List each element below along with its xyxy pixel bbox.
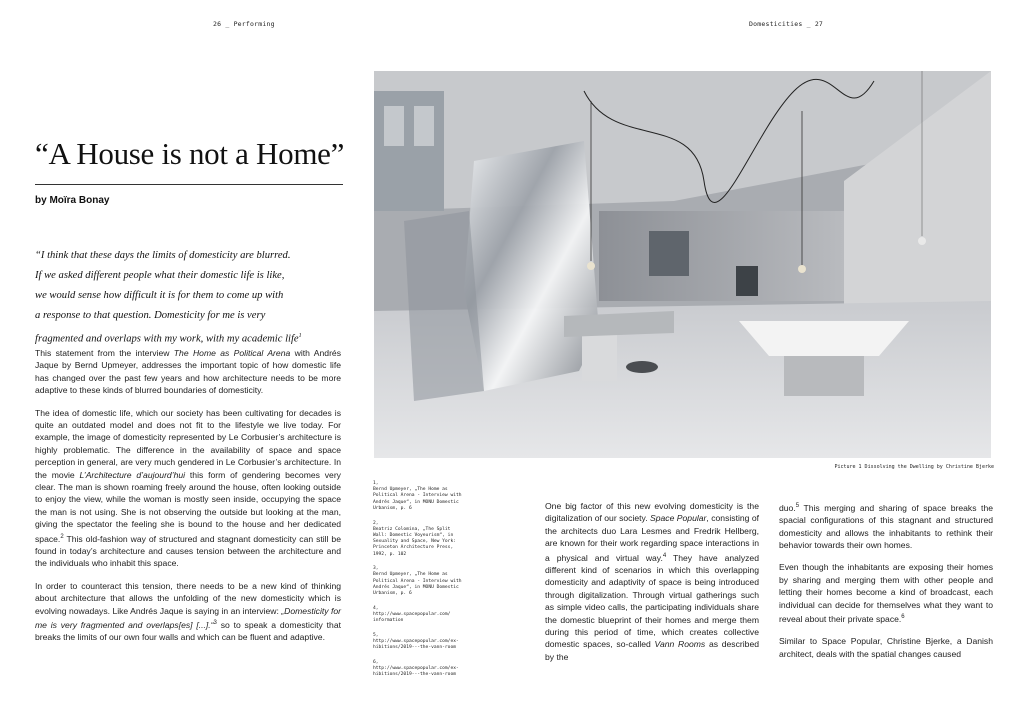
paragraph: duo.$^5$ This merging and sharing of space breaks the spacial configurations of this stagnant and structured domesticity and allows the inhabitants to rethink their behavior towards their own homes. [779, 502, 993, 551]
quote-line: we would sense how difficult it is for them to come up with [35, 290, 284, 301]
footnote: 4, http://www.spacepopular.com/ information [373, 605, 451, 624]
footnote: 5, http://www.spacepopular.com/ex- hibitions/2019---the-vann-room [373, 632, 459, 651]
title-divider [35, 184, 343, 185]
quote-line: “I think that these days the limits of domesticity are blurred. [35, 250, 291, 261]
paragraph: This statement from the interview The Home as Political Arena with Andrés Jaque by Bernd Upmeyer, addresses the important topic of how domestic life has changed over the past few years and how architecture needs to be more adaptive to these kinds of blurred boundaries of domesticity. [35, 348, 342, 396]
figure-caption: Picture 1 Dissolving the Dwelling by Christine Bjerke [834, 464, 994, 470]
footnotes [373, 481, 483, 687]
quote-line: fragmented and overlaps with my work, with my academic life$^1$ [35, 333, 302, 345]
paragraph: In order to counteract this tension, there needs to be a new kind of thinking about architecture that allows the unfolding of the new domesticity which is evolving nowadays. Like Andrés Jaque is saying in an interview: „Domesticity for me is very fragmented and overlaps[es] [...].“$^3$ so to speak a domesticity that breaks the limits of our own four walls and which can be fluent and adaptive. [35, 580, 341, 643]
article-title: “A House is not a Home” [35, 136, 345, 171]
pull-quote [35, 246, 353, 350]
page-folio-right: Domesticities _ 27 [749, 20, 824, 28]
paragraph: The idea of domestic life, which our society has been cultivating for decades is quite an outdated model and does not fit to the lifestyle we live today. For example, the image of domesticity represented by Le Corbusier’s architecture is highly problematic. The difference in the availability of space and space perception in general, are very much gendered in Le Corbusier’s architecture. In the movie L’Architecture d’aujourd’hui this form of gendering becomes very clear. The man is shown roaming freely around the house, often looking outside to enjoy the view, while the woman is mostly seen inside, occupying the space the man is not using. She is not observing the outside but looking at the man, giving the spectator the feeling she is bound to the house and her dedicated space.$^2$ This old-fashion way of structured and stagnant domesticity can still be found in today’s architecture and causes tension between the architecture and the individuals who inhabit this space. [35, 407, 341, 569]
quote-line: a response to that question. Domesticity for me is very [35, 310, 266, 321]
footnote: 1, Bernd Upmeyer, „The Home as Political Arena - Interview with Andrés Jaque“, in MONU Domestic Urbanism, p. 6 [373, 481, 462, 511]
paragraph: Even though the inhabitants are exposing their homes by sharing and merging them with other people and letting their homes become a kind of broadcast, each individual can decide for themselves what they want to reveal about their private space.$^6$ [779, 562, 993, 624]
footnote: 6, http://www.spacepopular.com/ex- hibitions/2019---the-vann-room [373, 659, 459, 678]
paragraph: Similar to Space Popular, Christine Bjerke, a Danish architect, deals with the spatial changes caused [779, 636, 993, 659]
left-column [35, 347, 341, 654]
paragraph: One big factor of this new evolving domesticity is the digitalization of our society. Space Popular, consisting of the architects duo Lara Lesmes and Fredrik Hellberg, are known for their work regarding space interactions in a physical and virtual way.$^4$ They have analyzed different kind of scenarios in which this overlapping domesticity and adaptivity of space is being introduced through digitalization. Through virtual gatherings such as simple video calls, the participating individuals share the domestic blueprint of their homes and merge them during this period of time, which creates collective domestic spaces, so-called Vann Rooms as described by the [545, 501, 760, 662]
page-folio-left: 26 _ Performing [213, 20, 275, 28]
installation-photo [374, 71, 991, 458]
footnote-ref: 1 [298, 333, 302, 339]
footnote: 3, Bernd Upmeyer, „The Home as Political Arena - Interview with Andrés Jaque“, in MONU Domestic Urbanism, p. 6 [373, 566, 462, 597]
quote-line: If we asked different people what their domestic life is like, [35, 270, 285, 281]
byline: by Moïra Bonay [35, 195, 110, 206]
right-column [779, 500, 993, 670]
middle-column [545, 500, 759, 673]
footnote: 2, Beatriz Colomina, „The Split Wall: Domestic Voyeurism“, in Sexuality and Space, New York: Princeton Architecture Press, 1992, p. 102 [373, 520, 456, 557]
